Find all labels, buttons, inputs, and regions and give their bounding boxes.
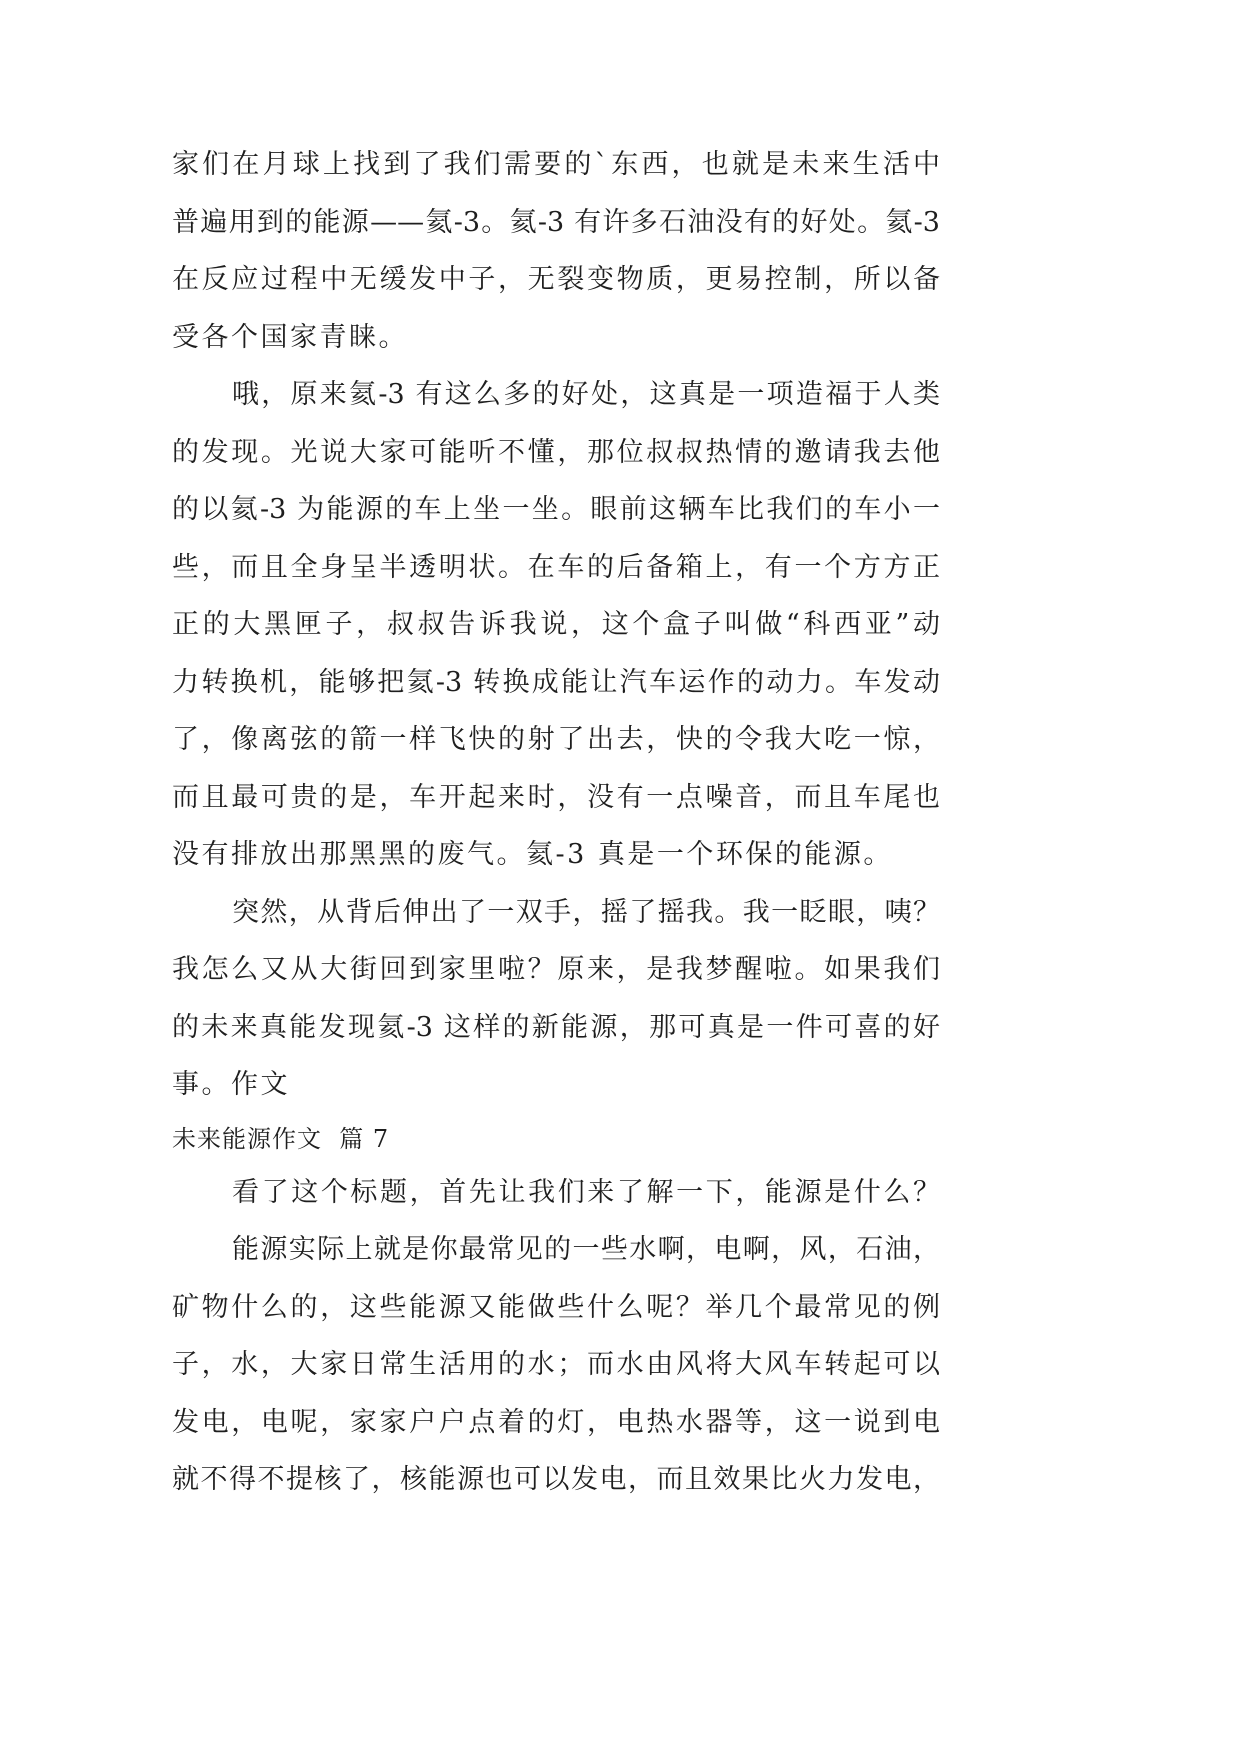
text-line: 子，水，大家日常生活用的水；而水由风将大风车转起可以 xyxy=(172,1349,940,1380)
text-line: 了，像离弦的箭一样飞快的射了出去，快的令我大吃一惊， xyxy=(172,724,940,755)
text-line: 没有排放出那黑黑的废气。氦-3 真是一个环保的能源。 xyxy=(172,839,893,870)
document-body xyxy=(172,136,940,1509)
text-line: 普遍用到的能源——氦-3。氦-3 有许多石油没有的好处。氦-3 xyxy=(172,206,940,238)
paragraph xyxy=(172,1164,940,1222)
text-line: 哦，原来氦-3 有这么多的好处，这真是一项造福于人类 xyxy=(232,379,940,410)
text-line: 而且最可贵的是，车开起来时，没有一点噪音，而且车尾也 xyxy=(172,781,940,813)
paragraph xyxy=(172,366,940,884)
text-line: 受各个国家青睐。 xyxy=(172,321,408,353)
text-line: 家们在月球上找到了我们需要的`东西，也就是未来生活中 xyxy=(172,149,940,180)
text-line: 就不得不提核了，核能源也可以发电，而且效果比火力发电， xyxy=(172,1464,940,1495)
text-line: 些，而且全身呈半透明状。在车的后备箱上，有一个方方正 xyxy=(172,551,940,583)
paragraph xyxy=(172,1221,940,1509)
text-line: 的发现。光说大家可能听不懂，那位叔叔热情的邀请我去他 xyxy=(172,436,940,468)
text-line: 发电，电呢，家家户户点着的灯，电热水器等，这一说到电 xyxy=(172,1406,940,1438)
text-line: 看了这个标题，首先让我们来了解一下，能源是什么？ xyxy=(232,1176,940,1208)
section-heading: 未来能源作文 篇 7 xyxy=(172,1124,390,1153)
text-line: 正的大黑匣子，叔叔告诉我说，这个盒子叫做“科西亚”动 xyxy=(172,609,940,640)
text-line: 的以氦-3 为能源的车上坐一坐。眼前这辆车比我们的车小一 xyxy=(172,494,940,525)
text-line: 事。作文 xyxy=(172,1069,290,1100)
text-line: 在反应过程中无缓发中子，无裂变物质，更易控制，所以备 xyxy=(172,264,940,295)
text-line: 我怎么又从大街回到家里啦？原来，是我梦醒啦。如果我们 xyxy=(172,954,940,985)
text-line: 的未来真能发现氦-3 这样的新能源，那可真是一件可喜的好 xyxy=(172,1011,940,1043)
text-line: 突然，从背后伸出了一双手，摇了摇我。我一眨眼，咦？ xyxy=(232,896,940,928)
text-line: 力转换机，能够把氦-3 转换成能让汽车运作的动力。车发动 xyxy=(172,666,940,698)
text-line: 能源实际上就是你最常见的一些水啊，电啊，风，石油， xyxy=(232,1234,940,1265)
paragraph xyxy=(172,136,940,366)
text-line: 矿物什么的，这些能源又能做些什么呢？举几个最常见的例 xyxy=(172,1291,940,1323)
paragraph xyxy=(172,884,940,1114)
